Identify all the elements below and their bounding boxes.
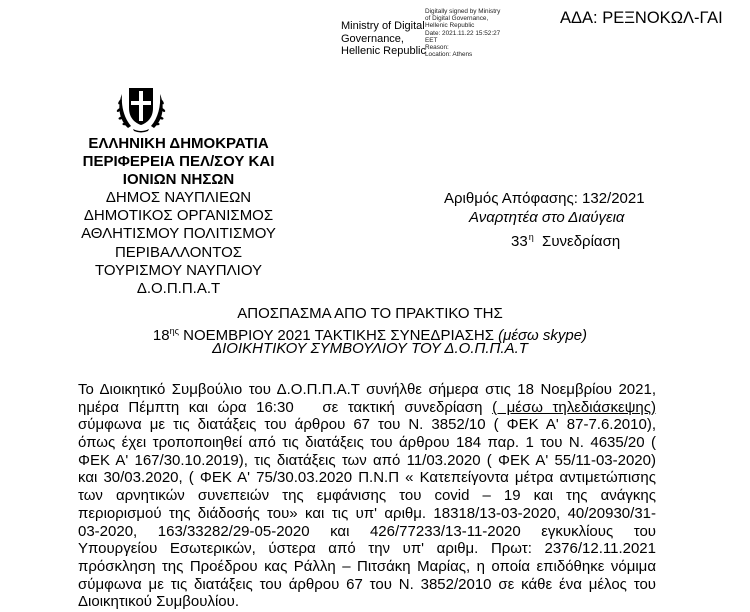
body-line: περιορισμού της διάδοσής του» και τις υπ' αριθμ. 18318/13-03-2020, 40/20930/31- <box>78 504 656 522</box>
signature-detail-line: Digitally signed by Ministry <box>425 8 501 15</box>
issuer-line: ΠΕΡΙΒΑΛΛΟΝΤΟΣ <box>114 243 243 261</box>
body-line: Το Διοικητικό Συμβούλιο του Δ.Ο.Π.Π.Α.Τ συνήλθε σήμερα στις 18 Νοεμβρίου 2021, <box>78 381 656 398</box>
session-number <box>511 228 620 251</box>
title-date-num: 18 <box>152 326 170 344</box>
title-date-sup: ης <box>169 325 179 336</box>
body-line: Διοικητικού Συμβουλίου. <box>78 593 239 611</box>
signature-detail-line: EET <box>425 36 438 44</box>
issuer-line: ΙΟΝΙΩΝ ΝΗΣΩΝ <box>122 171 235 189</box>
title-date-main: ΝΟΕΜΒΡΙΟΥ 2021 ΤΑΚΤΙΚΗΣ ΣΥΝΕΔΡΙΑΣΗΣ <box>178 326 499 344</box>
signature-detail-line: Date: 2021.11.22 15:52:27 <box>425 29 501 37</box>
decision-number: Αριθμός Απόφασης: 132/2021 <box>444 190 645 207</box>
body-line <box>78 399 656 417</box>
diavgeia-notice: Αναρτητέα στο Διαύγεια <box>469 209 625 226</box>
issuer-block <box>50 135 307 298</box>
signature-detail-line: Reason: <box>425 44 449 52</box>
issuer-line: ΔΗΜΟΣ ΝΑΥΠΛΙΕΩΝ <box>105 189 252 207</box>
title-line-2 <box>120 323 620 344</box>
body-line: Υπουργείου Εσωτερικών, ύστερα από την υπ' αριθμ. Πρωτ: 2376/12.11.2021 <box>78 540 656 558</box>
title-line-1: ΑΠΟΣΠΑΣΜΑ ΑΠΟ ΤΟ ΠΡΑΚΤΙΚΟ ΤΗΣ <box>237 305 503 322</box>
issuer-line: ΕΛΛΗΝΙΚΗ ΔΗΜΟΚΡΑΤΙΑ <box>88 135 269 152</box>
signature-org-line: Governance, <box>341 32 404 45</box>
issuer-line: ΤΟΥΡΙΣΜΟΥ ΝΑΥΠΛΙΟΥ <box>94 261 263 279</box>
greek-coat-of-arms-icon <box>114 82 168 134</box>
session-label: Συνεδρίαση <box>542 233 621 250</box>
body-line: σύμφωνα με τις διατάξεις του άρθρου 67 του Ν. 3852/10 ( ΦΕΚ Α' 87-7.6.2010), <box>78 416 656 434</box>
body-line: σύμφωνα με τις διατάξεις του άρθρου 67 του Ν. 3852/2010 σε κάθε ένα μέλος του <box>78 575 656 593</box>
signature-detail-line: of Digital Governance, <box>425 15 489 23</box>
body-line-2-text: ημέρα Πέμπτη και ώρα 16:30 σε τακτική συνεδρίαση <box>78 398 493 416</box>
signature-details <box>425 8 500 58</box>
body-line: 03-2020, 163/33282/29-05-2020 και 426/77233/13-11-2020 εγκυκλίους του <box>78 522 656 540</box>
body-line-2-underlined: ( μέσω τηλεδιάσκεψης) <box>492 398 656 416</box>
body-line: ΦΕΚ Α' 167/30.10.2019), τις διατάξεις των από 11/03.2020 ( ΦΕΚ Α' 55/11-03-2020) <box>78 451 656 469</box>
body-line: πρόσκληση της Προέδρου κας Ράλλη – Πιτσάκη Μαρίας, η οποία επιδόθηκε νόμιμα <box>78 557 656 575</box>
issuer-line: ΠΕΡΙΦΕΡΕΙΑ ΠΕΛ/ΣΟΥ ΚΑΙ <box>82 153 275 171</box>
session-num: 33 <box>511 233 528 250</box>
issuer-line: ΑΘΛΗΤΙΣΜΟΥ ΠΟΛΙΤΙΣΜΟΥ <box>81 225 276 243</box>
signature-org-line: Ministry of Digital <box>341 20 425 32</box>
body-line: των αρνητικών συνεπειών της εμφάνισης του covid – 19 και της ανάγκης <box>78 487 656 505</box>
ada-code: ΑΔΑ: ΡΕΞΝΟΚΩΛ-ΓΑΙ <box>560 9 723 27</box>
extract-title <box>120 305 620 358</box>
title-skype: (μέσω skype) <box>498 326 588 344</box>
signature-org-line: Hellenic Republic <box>341 45 426 57</box>
session-sup: η <box>528 232 534 242</box>
signature-detail-line: Hellenic Republic <box>425 22 475 30</box>
issuer-line: ΔΗΜΟΤΙΚΟΣ ΟΡΓΑΝΙΣΜΟΣ <box>83 207 274 225</box>
signature-detail-line: Location: Athens <box>425 51 473 59</box>
body-paragraph <box>78 381 656 611</box>
body-line: όπως έχει τροποποιηθεί από τις διατάξεις του άρθρου 184 παρ. 1 του Ν. 4635/20 ( <box>78 434 656 452</box>
signature-organization <box>341 20 426 58</box>
title-line-3: ΔΙΟΙΚΗΤΙΚΟΥ ΣΥΜΒΟΥΛΙΟΥ ΤΟΥ Δ.Ο.Π.Π.Α.Τ <box>212 340 528 357</box>
body-line: και 30/03.2020, ( ΦΕΚ Α' 75/30.03.2020 Π.Ν.Π « Κατεπείγοντα μέτρα αντιμετώπισης <box>78 469 656 487</box>
issuer-line: Δ.Ο.Π.Π.Α.Τ <box>136 279 221 297</box>
